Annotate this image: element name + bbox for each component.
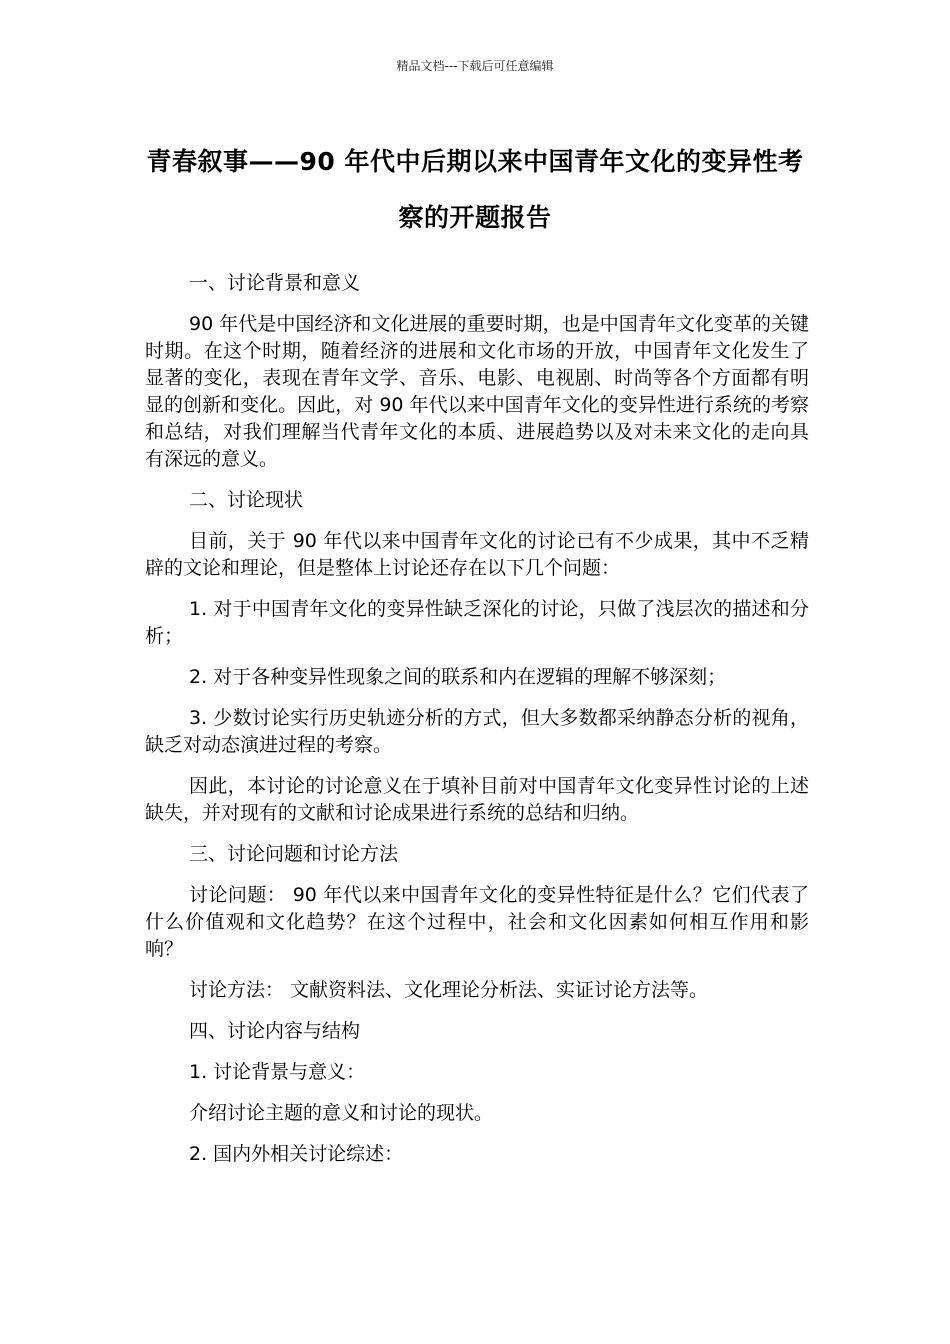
section-heading-content-structure: 四、讨论内容与结构	[189, 1020, 361, 1042]
paragraph-significance: 因此，本讨论的讨论意义在于填补目前对中国青年文化变异性讨论的上述缺失，并对现有的文献和讨论成果进行系统的总结和归纳。	[145, 775, 809, 824]
list-item-structure-1: 1. 讨论背景与意义：	[189, 1061, 366, 1083]
document-body	[145, 270, 809, 1182]
section-heading-questions-methods: 三、讨论问题和讨论方法	[189, 843, 399, 865]
paragraph-status: 目前，关于 90 年代以来中国青年文化的讨论已有不少成果，其中不乏精辟的文论和理论，但是整体上讨论还存在以下几个问题：	[145, 530, 809, 579]
section-heading-status: 二、讨论现状	[189, 489, 304, 511]
header-note: 精品文档---下载后可任意编辑	[396, 59, 554, 73]
paragraph-research-methods: 讨论方法： 文献资料法、文化理论分析法、实证讨论方法等。	[189, 979, 709, 1001]
section-heading-background: 一、讨论背景和意义	[189, 272, 361, 294]
document-title: 青春叙事——90 年代中后期以来中国青年文化的变异性考察的开题报告	[146, 147, 804, 232]
list-item-issue-3: 3. 少数讨论实行历史轨迹分析的方式，但大多数都采纳静态分析的视角，缺乏对动态演进过程的考察。	[145, 707, 809, 756]
list-item-issue-1: 1. 对于中国青年文化的变异性缺乏深化的讨论，只做了浅层次的描述和分析；	[145, 598, 809, 647]
paragraph-research-questions: 讨论问题： 90 年代以来中国青年文化的变异性特征是什么？它们代表了什么价值观和文化趋势？在这个过程中，社会和文化因素如何相互作用和影响？	[145, 884, 809, 960]
list-item-structure-2: 2. 国内外相关讨论综述：	[189, 1143, 404, 1165]
list-item-issue-2: 2. 对于各种变异性现象之间的联系和内在逻辑的理解不够深刻；	[189, 666, 727, 688]
paragraph-background: 90 年代是中国经济和文化进展的重要时期，也是中国青年文化变革的关键时期。在这个时期，随着经济的进展和文化市场的开放，中国青年文化发生了显著的变化，表现在青年文学、音乐、电影、电视剧、时尚等各个方面都有明显的创新和变化。因此，对 90 年代以来中国青年文化的变异性进行系统的考察和总结，对我们理解当代青年文化的本质、进展趋势以及对未来文化的走向具有深远的意义。	[145, 313, 809, 470]
paragraph-structure-1-desc: 介绍讨论主题的意义和讨论的现状。	[189, 1102, 494, 1124]
